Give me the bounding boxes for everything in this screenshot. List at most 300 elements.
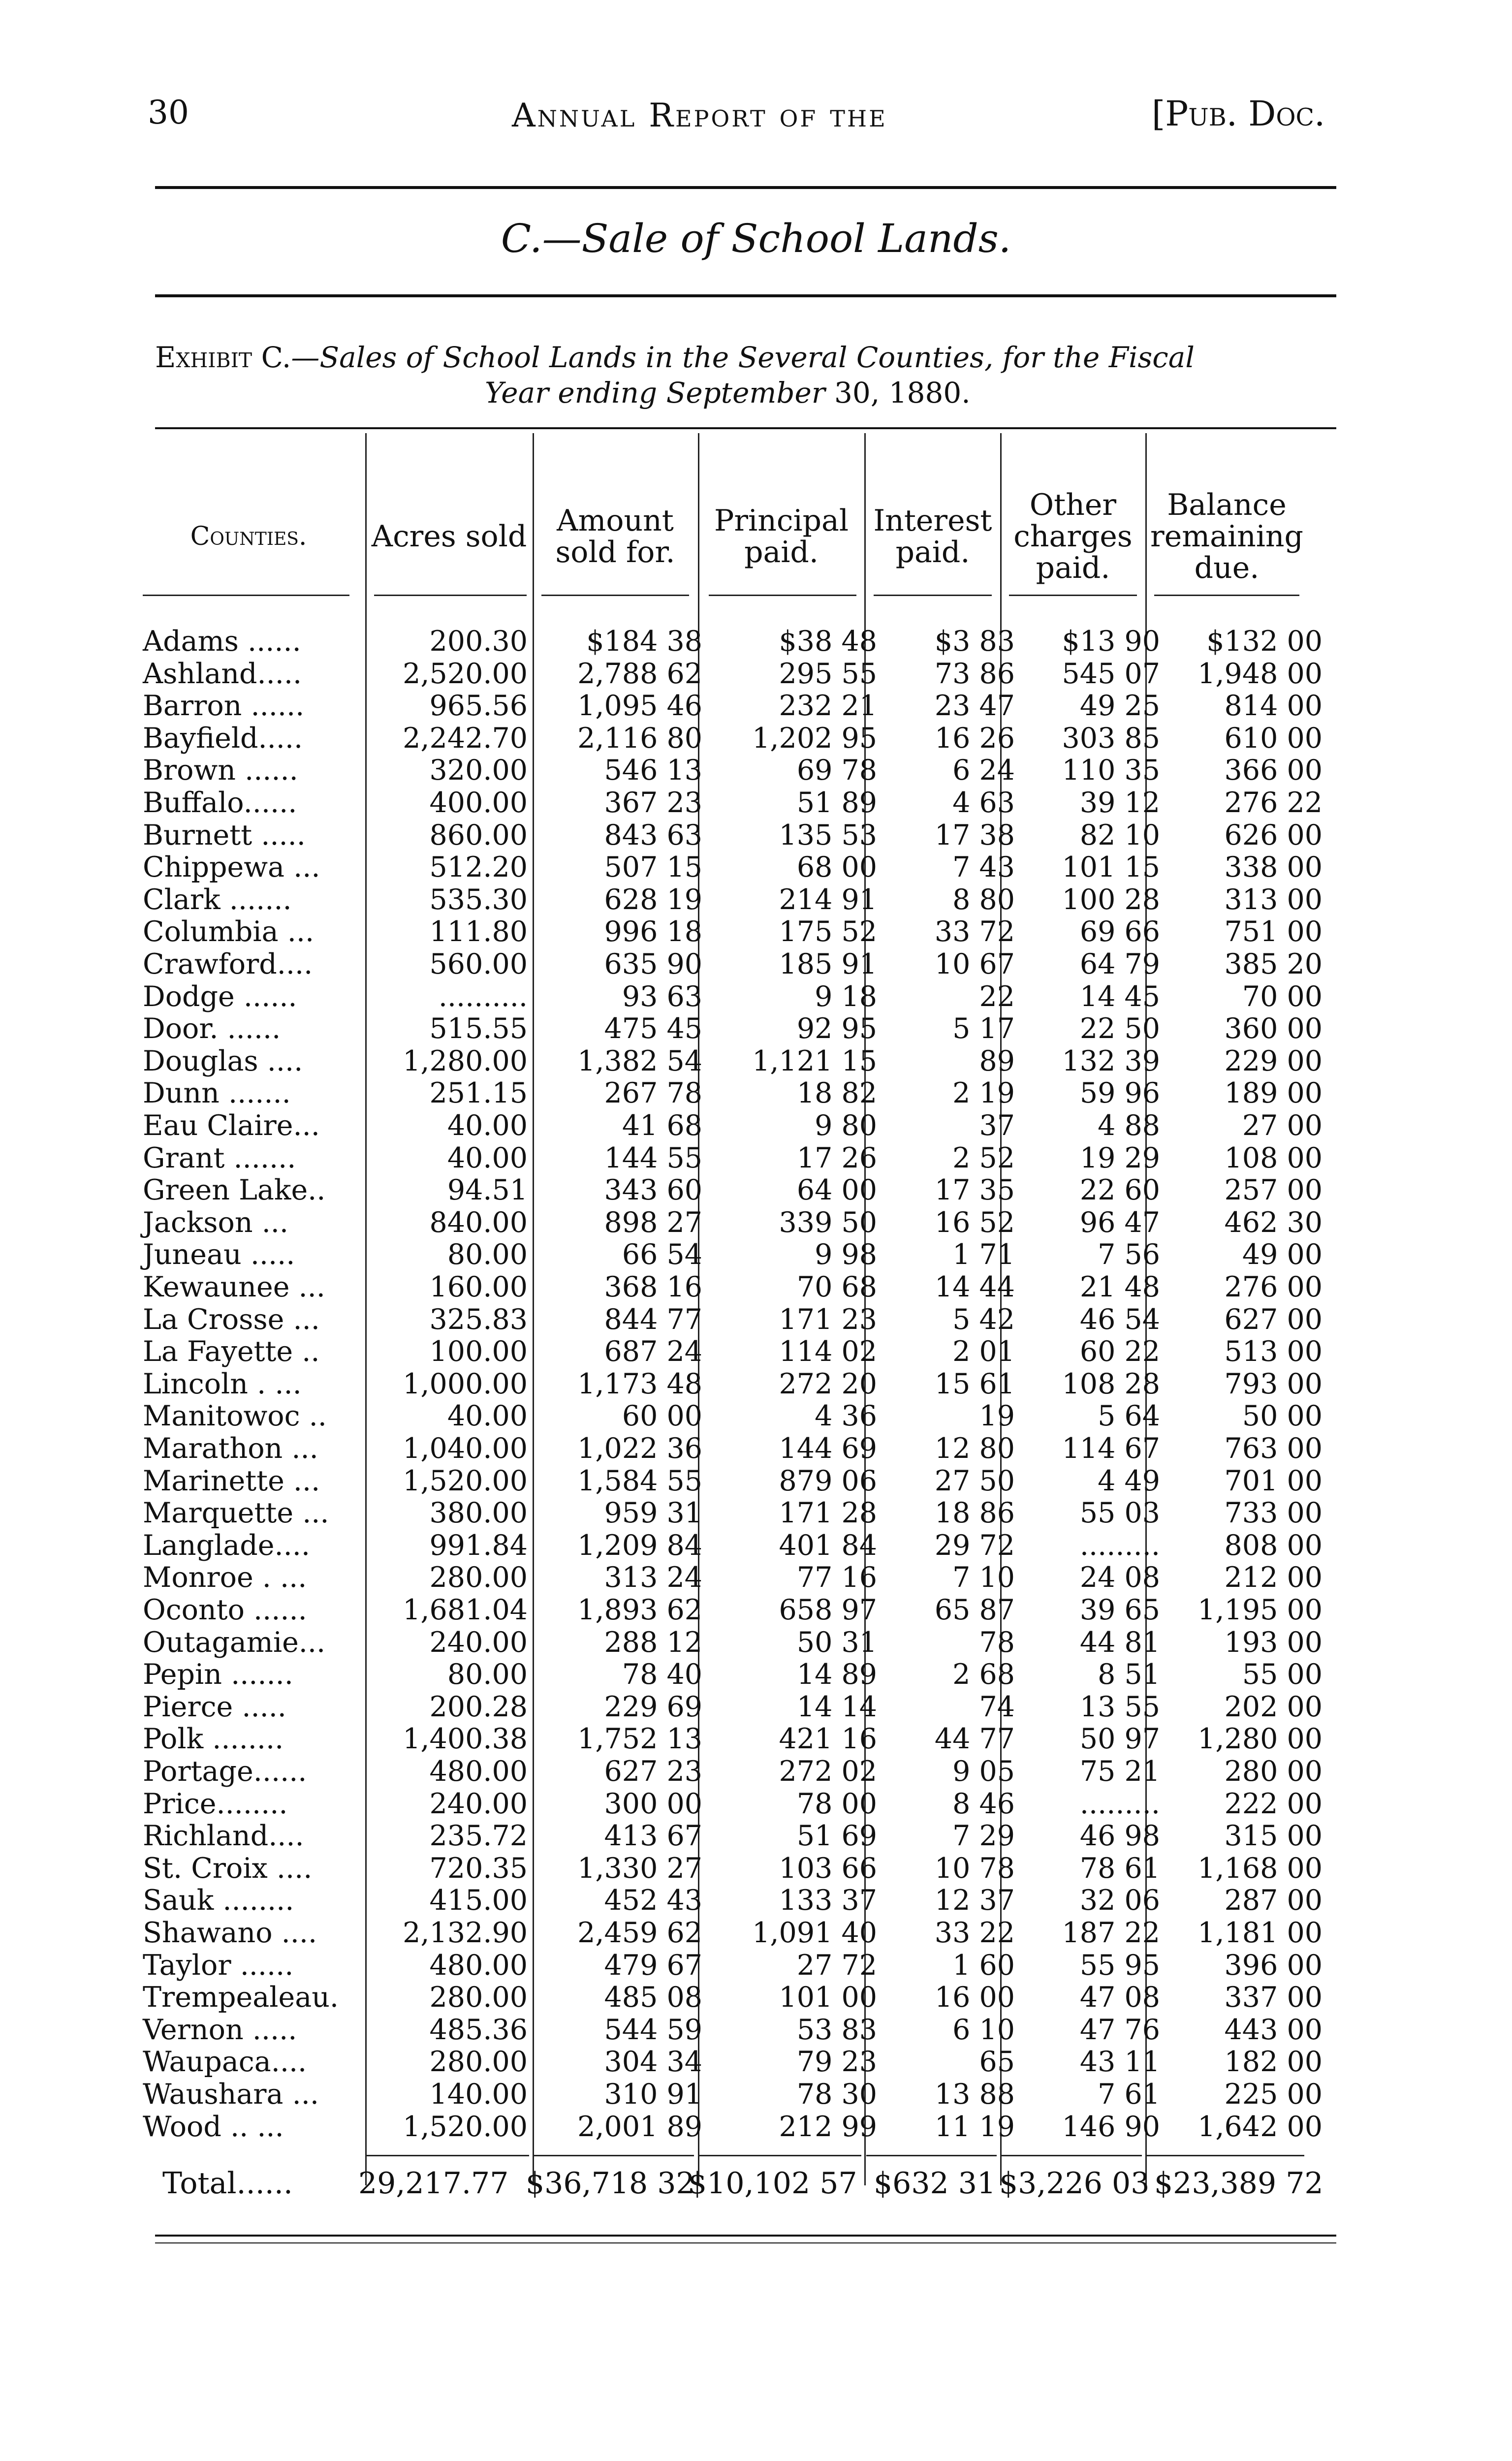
- acres-sold: 2,520.00: [403, 657, 528, 690]
- balance-remaining-due: 49 00: [1242, 1238, 1323, 1271]
- table-row: [0, 722, 1512, 755]
- other-charges-paid: 60 22: [1079, 1335, 1160, 1368]
- other-charges-paid: 50 97: [1079, 1723, 1160, 1756]
- other-charges-paid: 75 21: [1079, 1755, 1160, 1788]
- balance-remaining-due: 276 22: [1224, 787, 1323, 819]
- total-other-charges: $3,226 03: [999, 2166, 1150, 2201]
- other-charges-paid: 39 12: [1079, 787, 1160, 819]
- acres-sold: 200.30: [429, 625, 528, 658]
- acres-sold: 325.83: [429, 1303, 528, 1336]
- interest-paid: 12 37: [934, 1884, 1015, 1917]
- interest-paid: 18 86: [934, 1497, 1015, 1530]
- balance-remaining-due: 70 00: [1242, 980, 1323, 1013]
- acres-sold: 1,400.38: [403, 1723, 528, 1756]
- table-row: [0, 1949, 1512, 1982]
- interest-paid: 5 42: [952, 1303, 1015, 1336]
- amount-sold-for: 546 13: [604, 754, 702, 787]
- interest-paid: 23 47: [934, 690, 1015, 723]
- principal-paid: 175 52: [779, 915, 877, 948]
- interest-paid: 44 77: [934, 1723, 1015, 1756]
- other-charges-paid: 47 76: [1079, 2013, 1160, 2046]
- principal-paid: 79 23: [796, 2046, 877, 2079]
- acres-sold: 515.55: [429, 1012, 528, 1045]
- other-charges-paid: 55 03: [1079, 1497, 1160, 1530]
- other-charges-paid: 64 79: [1079, 948, 1160, 980]
- amount-sold-for: 304 34: [604, 2046, 702, 2079]
- table-row: [0, 915, 1512, 948]
- section-rule: [155, 294, 1336, 297]
- principal-paid: 658 97: [779, 1594, 877, 1626]
- county-name: Adams ......: [143, 625, 301, 658]
- principal-paid: 212 99: [779, 2110, 877, 2143]
- county-name: Monroe . ...: [143, 1561, 307, 1594]
- county-name: Langlade....: [143, 1529, 310, 1562]
- balance-remaining-due: 222 00: [1224, 1787, 1323, 1820]
- county-name: St. Croix ....: [143, 1852, 313, 1885]
- balance-remaining-due: 733 00: [1224, 1497, 1323, 1530]
- table-row: [0, 1400, 1512, 1432]
- amount-sold-for: 1,209 84: [577, 1529, 702, 1562]
- interest-paid: 1 71: [952, 1238, 1015, 1271]
- total-row: [0, 2164, 1512, 2203]
- balance-remaining-due: 280 00: [1224, 1755, 1323, 1788]
- other-charges-paid: 114 67: [1062, 1432, 1160, 1465]
- balance-remaining-due: 1,181 00: [1197, 1917, 1323, 1949]
- principal-paid: 272 20: [779, 1367, 877, 1400]
- county-name: Pepin .......: [143, 1658, 293, 1691]
- amount-sold-for: 635 90: [604, 948, 702, 980]
- balance-remaining-due: 396 00: [1224, 1949, 1323, 1982]
- principal-paid: 135 53: [779, 819, 877, 852]
- balance-remaining-due: 1,642 00: [1197, 2110, 1323, 2143]
- other-charges-paid: 32 06: [1079, 1884, 1160, 1917]
- amount-sold-for: 475 45: [604, 1012, 702, 1045]
- table-row: [0, 1981, 1512, 2014]
- table-row: [0, 1529, 1512, 1562]
- interest-paid: 17 35: [934, 1174, 1015, 1207]
- amount-sold-for: 1,022 36: [577, 1432, 702, 1465]
- other-charges-paid: 22 50: [1079, 1012, 1160, 1045]
- balance-remaining-due: 814 00: [1224, 690, 1323, 723]
- total-rule: [699, 2155, 861, 2156]
- principal-paid: 214 91: [779, 883, 877, 916]
- other-charges-paid: 108 28: [1062, 1367, 1160, 1400]
- principal-paid: 171 23: [779, 1303, 877, 1336]
- table-row: [0, 1077, 1512, 1109]
- principal-paid: 64 00: [796, 1174, 877, 1207]
- interest-paid: 27 50: [934, 1464, 1015, 1497]
- exhibit-caption-date: 30, 1880.: [825, 376, 971, 410]
- principal-paid: 144 69: [779, 1432, 877, 1465]
- column-header-interest-paid: Interest paid.: [873, 504, 992, 569]
- amount-sold-for: 2,788 62: [577, 657, 702, 690]
- balance-remaining-due: 1,195 00: [1197, 1594, 1323, 1626]
- county-name: Manitowoc ..: [143, 1400, 327, 1433]
- acres-sold: 280.00: [429, 2046, 528, 2079]
- amount-sold-for: 2,001 89: [577, 2110, 702, 2143]
- interest-paid: 6 24: [952, 754, 1015, 787]
- table-row: [0, 1820, 1512, 1852]
- header-underline: [541, 595, 689, 596]
- principal-paid: 1,091 40: [752, 1917, 877, 1949]
- other-charges-paid: 5 64: [1098, 1400, 1160, 1433]
- interest-paid: 9 05: [952, 1755, 1015, 1788]
- top-rule: [155, 186, 1336, 189]
- county-name: Sauk ........: [143, 1884, 294, 1917]
- county-name: Waushara ...: [143, 2078, 319, 2111]
- acres-sold: 160.00: [429, 1271, 528, 1303]
- other-charges-paid: 7 56: [1098, 1238, 1160, 1271]
- amount-sold-for: 1,752 13: [577, 1723, 702, 1756]
- principal-paid: 4 36: [815, 1400, 877, 1433]
- county-name: Door. ......: [143, 1012, 281, 1045]
- total-rule: [1147, 2155, 1304, 2156]
- amount-sold-for: 413 67: [604, 1820, 702, 1853]
- balance-remaining-due: 763 00: [1224, 1432, 1323, 1465]
- other-charges-paid: 13 55: [1079, 1690, 1160, 1723]
- balance-remaining-due: 27 00: [1242, 1109, 1323, 1142]
- county-name: Columbia ...: [143, 915, 315, 948]
- other-charges-paid: 4 88: [1098, 1109, 1160, 1142]
- interest-paid: 16 26: [934, 722, 1015, 755]
- acres-sold: 94.51: [447, 1174, 528, 1207]
- interest-paid: 22: [979, 980, 1015, 1013]
- acres-sold: 1,280.00: [403, 1044, 528, 1077]
- principal-paid: 53 83: [796, 2013, 877, 2046]
- total-rule: [866, 2155, 997, 2156]
- acres-sold: 860.00: [429, 819, 528, 852]
- county-name: Bayfield.....: [143, 722, 303, 755]
- other-charges-paid: 49 25: [1079, 690, 1160, 723]
- other-charges-paid: 4 49: [1098, 1464, 1160, 1497]
- balance-remaining-due: 1,168 00: [1197, 1852, 1323, 1885]
- acres-sold: 280.00: [429, 1981, 528, 2014]
- total-rule: [534, 2155, 694, 2156]
- principal-paid: 232 21: [779, 690, 877, 723]
- county-name: La Fayette ..: [143, 1335, 320, 1368]
- principal-paid: 133 37: [779, 1884, 877, 1917]
- amount-sold-for: 996 18: [604, 915, 702, 948]
- interest-paid: 17 38: [934, 819, 1015, 852]
- principal-paid: 1,121 15: [752, 1044, 877, 1077]
- interest-paid: 4 63: [952, 787, 1015, 819]
- principal-paid: 77 16: [796, 1561, 877, 1594]
- total-interest: $632 31: [874, 2166, 996, 2201]
- acres-sold: 1,520.00: [403, 1464, 528, 1497]
- table-row: [0, 787, 1512, 819]
- table-row: [0, 1497, 1512, 1529]
- county-name: Price........: [143, 1787, 288, 1820]
- amount-sold-for: 485 08: [604, 1981, 702, 2014]
- acres-sold: 1,681.04: [403, 1594, 528, 1626]
- bottom-rule-thin: [155, 2242, 1336, 2243]
- other-charges-paid: 132 39: [1062, 1044, 1160, 1077]
- table-row: [0, 1109, 1512, 1142]
- principal-paid: 78 00: [796, 1787, 877, 1820]
- exhibit-caption-year: Year ending September: [485, 376, 825, 410]
- acres-sold: 2,242.70: [403, 722, 528, 755]
- other-charges-paid: 110 35: [1062, 754, 1160, 787]
- interest-paid: 13 88: [934, 2078, 1015, 2111]
- interest-paid: 1 60: [952, 1949, 1015, 1982]
- table-row: [0, 1561, 1512, 1594]
- interest-paid: 65 87: [934, 1594, 1015, 1626]
- amount-sold-for: 60 00: [622, 1400, 702, 1433]
- balance-remaining-due: 276 00: [1224, 1271, 1323, 1303]
- acres-sold: 965.56: [429, 690, 528, 723]
- balance-remaining-due: 1,280 00: [1197, 1723, 1323, 1756]
- table-row: [0, 1303, 1512, 1336]
- county-name: Portage......: [143, 1755, 307, 1788]
- amount-sold-for: 898 27: [604, 1206, 702, 1239]
- amount-sold-for: 310 91: [604, 2078, 702, 2111]
- balance-remaining-due: 462 30: [1224, 1206, 1323, 1239]
- other-charges-paid: 187 22: [1062, 1917, 1160, 1949]
- amount-sold-for: 1,584 55: [577, 1464, 702, 1497]
- amount-sold-for: 687 24: [604, 1335, 702, 1368]
- other-charges-paid: 14 45: [1079, 980, 1160, 1013]
- acres-sold: 480.00: [429, 1949, 528, 1982]
- acres-sold: 400.00: [429, 787, 528, 819]
- exhibit-label: Exhibit C.: [155, 341, 291, 374]
- amount-sold-for: 66 54: [622, 1238, 702, 1271]
- principal-paid: 9 98: [815, 1238, 877, 1271]
- county-name: Marathon ...: [143, 1432, 318, 1465]
- interest-paid: $3 83: [934, 625, 1015, 658]
- county-name: Pierce .....: [143, 1690, 286, 1723]
- county-name: Wood .. ...: [143, 2110, 284, 2143]
- acres-sold: 1,040.00: [403, 1432, 528, 1465]
- principal-paid: 18 82: [796, 1077, 877, 1110]
- amount-sold-for: 368 16: [604, 1271, 702, 1303]
- amount-sold-for: 367 23: [604, 787, 702, 819]
- document-type: [Pub. Doc.: [1152, 94, 1325, 134]
- principal-paid: 185 91: [779, 948, 877, 980]
- column-header-balance-remaining-due: Balance remaining due.: [1150, 488, 1303, 585]
- acres-sold: 140.00: [429, 2078, 528, 2111]
- acres-sold: 415.00: [429, 1884, 528, 1917]
- balance-remaining-due: 55 00: [1242, 1658, 1323, 1691]
- interest-paid: 7 29: [952, 1820, 1015, 1853]
- balance-remaining-due: 189 00: [1224, 1077, 1323, 1110]
- county-name: Vernon .....: [143, 2013, 297, 2046]
- other-charges-paid: .........: [1079, 1787, 1160, 1820]
- interest-paid: 16 52: [934, 1206, 1015, 1239]
- exhibit-caption-line-1: [155, 340, 1336, 375]
- principal-paid: 101 00: [779, 1981, 877, 2014]
- interest-paid: 73 86: [934, 657, 1015, 690]
- interest-paid: 2 01: [952, 1335, 1015, 1368]
- principal-paid: 51 69: [796, 1820, 877, 1853]
- county-name: Brown ......: [143, 754, 298, 787]
- principal-paid: 295 55: [779, 657, 877, 690]
- county-name: Eau Claire...: [143, 1109, 320, 1142]
- principal-paid: 78 30: [796, 2078, 877, 2111]
- other-charges-paid: 101 15: [1062, 851, 1160, 884]
- interest-paid: 6 10: [952, 2013, 1015, 2046]
- amount-sold-for: 452 43: [604, 1884, 702, 1917]
- table-row: [0, 1335, 1512, 1368]
- balance-remaining-due: 182 00: [1224, 2046, 1323, 2079]
- column-header-counties: Counties.: [190, 522, 307, 551]
- amount-sold-for: $184 38: [586, 625, 702, 658]
- county-name: Dunn .......: [143, 1077, 291, 1110]
- balance-remaining-due: 701 00: [1224, 1464, 1323, 1497]
- amount-sold-for: 1,330 27: [577, 1852, 702, 1885]
- principal-paid: 171 28: [779, 1497, 877, 1530]
- acres-sold: 80.00: [447, 1238, 528, 1271]
- interest-paid: 37: [979, 1109, 1015, 1142]
- principal-paid: 50 31: [796, 1626, 877, 1659]
- county-name: Polk ........: [143, 1723, 284, 1756]
- other-charges-paid: $13 90: [1062, 625, 1160, 658]
- balance-remaining-due: 338 00: [1224, 851, 1323, 884]
- table-top-rule: [155, 427, 1336, 429]
- principal-paid: 401 84: [779, 1529, 877, 1562]
- amount-sold-for: 78 40: [622, 1658, 702, 1691]
- amount-sold-for: 313 24: [604, 1561, 702, 1594]
- principal-paid: 103 66: [779, 1852, 877, 1885]
- amount-sold-for: 628 19: [604, 883, 702, 916]
- amount-sold-for: 41 68: [622, 1109, 702, 1142]
- other-charges-paid: 100 28: [1062, 883, 1160, 916]
- acres-sold: 840.00: [429, 1206, 528, 1239]
- balance-remaining-due: 513 00: [1224, 1335, 1323, 1368]
- county-name: Barron ......: [143, 690, 305, 723]
- other-charges-paid: 69 66: [1079, 915, 1160, 948]
- amount-sold-for: 844 77: [604, 1303, 702, 1336]
- balance-remaining-due: 212 00: [1224, 1561, 1323, 1594]
- other-charges-paid: 43 11: [1079, 2046, 1160, 2079]
- county-name: Jackson ...: [143, 1206, 289, 1239]
- table-row: [0, 690, 1512, 722]
- acres-sold: 380.00: [429, 1497, 528, 1530]
- acres-sold: 200.28: [429, 1690, 528, 1723]
- amount-sold-for: 1,382 54: [577, 1044, 702, 1077]
- interest-paid: 65: [979, 2046, 1015, 2079]
- header-underline: [374, 595, 527, 596]
- county-name: Grant .......: [143, 1141, 296, 1174]
- table-row: [0, 1012, 1512, 1045]
- exhibit-caption-line-2: [155, 375, 1336, 410]
- balance-remaining-due: 315 00: [1224, 1820, 1323, 1853]
- table-row: [0, 1465, 1512, 1497]
- acres-sold: 40.00: [447, 1109, 528, 1142]
- county-name: Ashland.....: [143, 657, 302, 690]
- acres-sold: 2,132.90: [403, 1917, 528, 1949]
- balance-remaining-due: 225 00: [1224, 2078, 1323, 2111]
- table-row: [0, 658, 1512, 690]
- table-row: [0, 1626, 1512, 1659]
- county-name: Green Lake..: [143, 1174, 326, 1207]
- running-title: Annual Report of the: [512, 96, 887, 134]
- table-row: [0, 2046, 1512, 2078]
- table-row: [0, 754, 1512, 787]
- acres-sold: 485.36: [429, 2013, 528, 2046]
- amount-sold-for: 288 12: [604, 1626, 702, 1659]
- acres-sold: 280.00: [429, 1561, 528, 1594]
- column-header-other-charges-paid: Other charges paid.: [1013, 488, 1133, 585]
- county-name: Marquette ...: [143, 1497, 329, 1530]
- balance-remaining-due: 385 20: [1224, 948, 1323, 980]
- other-charges-paid: 545 07: [1062, 657, 1160, 690]
- amount-sold-for: 93 63: [622, 980, 702, 1013]
- acres-sold: 480.00: [429, 1755, 528, 1788]
- county-name: Kewaunee ...: [143, 1271, 325, 1303]
- interest-paid: 14 44: [934, 1271, 1015, 1303]
- county-name: Oconto ......: [143, 1594, 307, 1626]
- county-name: Outagamie...: [143, 1626, 326, 1659]
- county-name: Dodge ......: [143, 980, 297, 1013]
- other-charges-paid: 82 10: [1079, 819, 1160, 852]
- interest-paid: 33 22: [934, 1917, 1015, 1949]
- balance-remaining-due: 610 00: [1224, 722, 1323, 755]
- header-underline: [709, 595, 856, 596]
- principal-paid: 27 72: [796, 1949, 877, 1982]
- table-row: [0, 1045, 1512, 1077]
- other-charges-paid: 21 48: [1079, 1271, 1160, 1303]
- principal-paid: 69 78: [796, 754, 877, 787]
- county-name: Trempealeau.: [143, 1981, 339, 2014]
- acres-sold: 535.30: [429, 883, 528, 916]
- principal-paid: 272 02: [779, 1755, 877, 1788]
- total-balance: $23,389 72: [1154, 2166, 1323, 2201]
- total-amount: $36,718 32: [526, 2166, 695, 2201]
- principal-paid: 92 95: [796, 1012, 877, 1045]
- header-underline: [143, 595, 349, 596]
- table-row: [0, 1884, 1512, 1917]
- total-rule: [1002, 2155, 1142, 2156]
- acres-sold: 235.72: [429, 1820, 528, 1853]
- header-underline: [874, 595, 992, 596]
- interest-paid: 12 80: [934, 1432, 1015, 1465]
- interest-paid: 19: [979, 1400, 1015, 1433]
- county-name: Marinette ...: [143, 1464, 320, 1497]
- other-charges-paid: 46 54: [1079, 1303, 1160, 1336]
- other-charges-paid: 24 08: [1079, 1561, 1160, 1594]
- balance-remaining-due: $132 00: [1206, 625, 1323, 658]
- county-name: Shawano ....: [143, 1917, 317, 1949]
- column-header-principal-paid: Principal paid.: [714, 504, 849, 569]
- acres-sold: 40.00: [447, 1141, 528, 1174]
- principal-paid: 70 68: [796, 1271, 877, 1303]
- amount-sold-for: 507 15: [604, 851, 702, 884]
- amount-sold-for: 843 63: [604, 819, 702, 852]
- interest-paid: 11 19: [934, 2110, 1015, 2143]
- interest-paid: 2 52: [952, 1141, 1015, 1174]
- balance-remaining-due: 287 00: [1224, 1884, 1323, 1917]
- balance-remaining-due: 202 00: [1224, 1690, 1323, 1723]
- other-charges-paid: 19 29: [1079, 1141, 1160, 1174]
- table-row: [0, 1142, 1512, 1174]
- principal-paid: 51 89: [796, 787, 877, 819]
- interest-paid: 29 72: [934, 1529, 1015, 1562]
- total-label: Total......: [162, 2166, 293, 2201]
- header-underline: [1009, 595, 1137, 596]
- table-row: [0, 851, 1512, 883]
- county-name: Taylor ......: [143, 1949, 294, 1982]
- county-name: Burnett .....: [143, 819, 306, 852]
- county-name: Waupaca....: [143, 2046, 307, 2079]
- interest-paid: 10 78: [934, 1852, 1015, 1885]
- principal-paid: 339 50: [779, 1206, 877, 1239]
- table-row: [0, 1206, 1512, 1239]
- amount-sold-for: 1,893 62: [577, 1594, 702, 1626]
- county-name: Lincoln . ...: [143, 1367, 302, 1400]
- interest-paid: 15 61: [934, 1367, 1015, 1400]
- county-name: Buffalo......: [143, 787, 297, 819]
- amount-sold-for: 300 00: [604, 1787, 702, 1820]
